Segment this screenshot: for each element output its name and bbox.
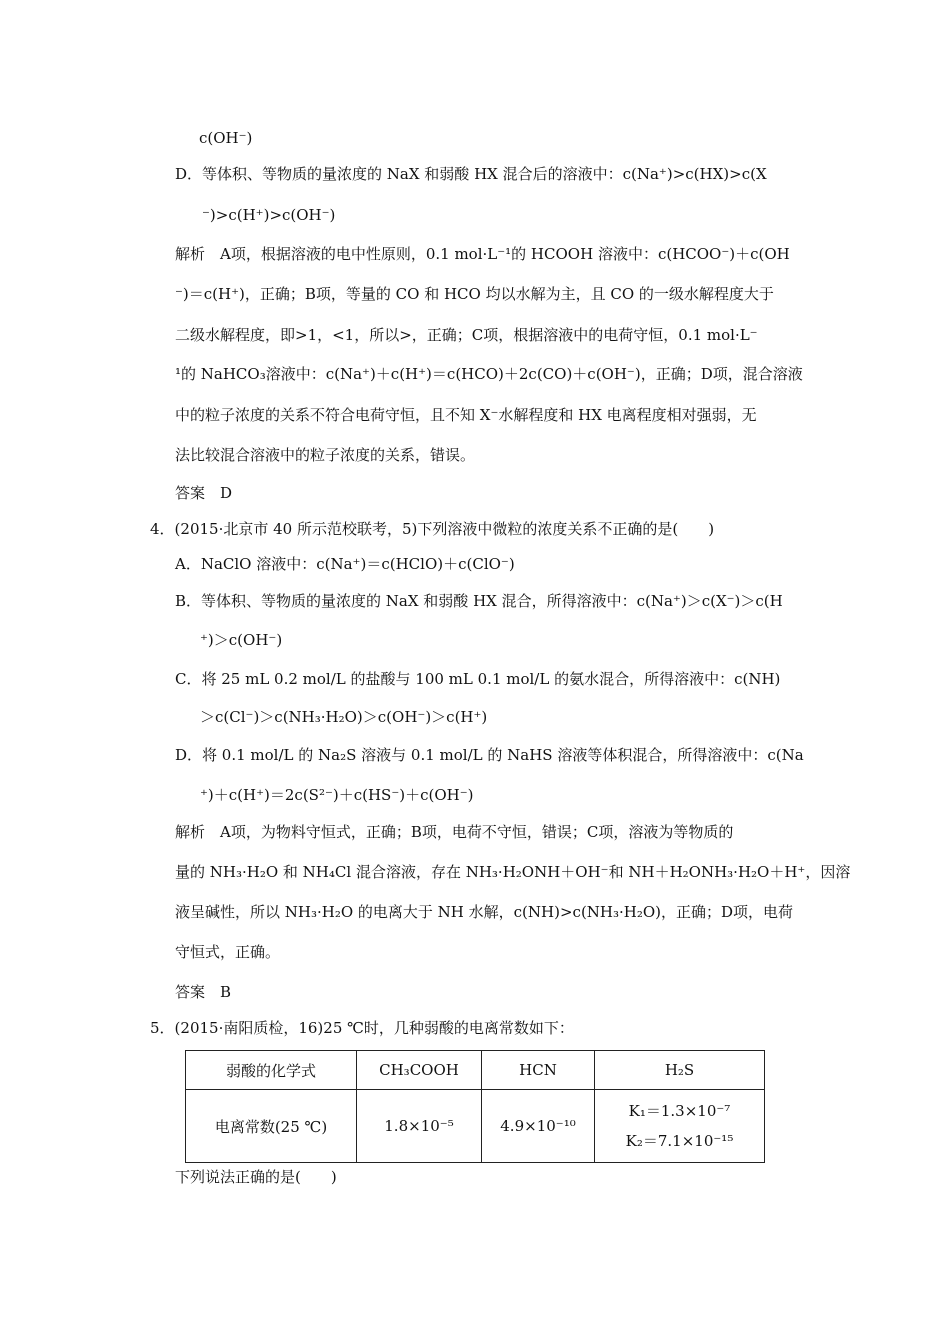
k2-value: K₂＝7.1×10⁻¹⁵ (625, 1132, 734, 1150)
analysis-line: 二级水解程度，即>1，<1，所以>，正确；C项，根据溶液中的电荷守恒，0.1 mol·L⁻ (175, 326, 758, 344)
text-line: ⁺)＋c(H⁺)＝2c(S²⁻)＋c(HS⁻)＋c(OH⁻) (200, 786, 474, 804)
analysis-line: ¹的 NaHCO₃溶液中：c(Na⁺)＋c(H⁺)＝c(HCO)＋2c(CO)＋c(OH⁻)，正确；D项，混合溶液 (175, 365, 803, 383)
answer-line: 答案 D (175, 484, 233, 502)
k1-value: K₁＝1.3×10⁻⁷ (628, 1102, 731, 1120)
answer-line: 答案 B (175, 983, 232, 1001)
text-line: 下列说法正确的是( ) (175, 1168, 337, 1186)
text-line: ⁻)>c(H⁺)>c(OH⁻) (202, 206, 336, 224)
table-cell: 4.9×10⁻¹⁰ (482, 1090, 595, 1163)
table-header-cell: HCN (482, 1051, 595, 1090)
option-b: B．等体积、等物质的量浓度的 NaX 和弱酸 HX 混合，所得溶液中：c(Na⁺)＞c(X⁻)＞c(H (175, 592, 783, 610)
option-c: C．将 25 mL 0.2 mol/L 的盐酸与 100 mL 0.1 mol/L 的氨水混合，所得溶液中：c(NH) (175, 670, 781, 688)
option-d: D．将 0.1 mol/L 的 Na₂S 溶液与 0.1 mol/L 的 NaHS 溶液等体积混合，所得溶液中：c(Na (175, 746, 804, 764)
table-header-row (186, 1051, 765, 1090)
ionization-constants-table (185, 1050, 765, 1163)
table-header-cell: H₂S (595, 1051, 765, 1090)
analysis-line: 法比较混合溶液中的粒子浓度的关系，错误。 (175, 446, 476, 464)
analysis-line: 量的 NH₃·H₂O 和 NH₄Cl 混合溶液，存在 NH₃·H₂ONH＋OH⁻和 NH＋H₂ONH₃·H₂O＋H⁺，因溶 (175, 863, 851, 881)
table-header-cell: 弱酸的化学式 (186, 1051, 357, 1090)
analysis-line: 中的粒子浓度的关系不符合电荷守恒，且不知 X⁻水解程度和 HX 电离程度相对强弱，无 (175, 406, 757, 424)
analysis-line: 解析 A项，根据溶液的电中性原则，0.1 mol·L⁻¹的 HCOOH 溶液中：c(HCOO⁻)＋c(OH (175, 245, 790, 263)
table-cell-label: 电离常数(25 ℃) (186, 1090, 357, 1163)
question-4: 4．(2015·北京市 40 所示范校联考，5)下列溶液中微粒的浓度关系不正确的是( ) (150, 520, 715, 538)
text-line: c(OH⁻) (199, 129, 253, 147)
analysis-line: 解析 A项，为物料守恒式，正确；B项，电荷不守恒，错误；C项，溶液为等物质的 (175, 823, 734, 841)
table-header-cell: CH₃COOH (357, 1051, 482, 1090)
analysis-line: ⁻)＝c(H⁺)，正确；B项，等量的 CO 和 HCO 均以水解为主，且 CO 的一级水解程度大于 (175, 285, 774, 303)
option-d: D．等体积、等物质的量浓度的 NaX 和弱酸 HX 混合后的溶液中：c(Na⁺)>c(HX)>c(X (175, 165, 767, 183)
text-line: ＞c(Cl⁻)＞c(NH₃·H₂O)＞c(OH⁻)＞c(H⁺) (200, 708, 488, 726)
question-5: 5．(2015·南阳质检，16)25 ℃时，几种弱酸的电离常数如下： (150, 1019, 574, 1037)
analysis-line: 液呈碱性，所以 NH₃·H₂O 的电离大于 NH 水解，c(NH)>c(NH₃·H₂O)，正确；D项，电荷 (175, 903, 794, 921)
table-row (186, 1090, 765, 1163)
text-line: ⁺)＞c(OH⁻) (200, 631, 283, 649)
option-a: A．NaClO 溶液中：c(Na⁺)＝c(HClO)＋c(ClO⁻) (175, 555, 515, 573)
analysis-line: 守恒式，正确。 (175, 943, 281, 961)
table-cell: 1.8×10⁻⁵ (357, 1090, 482, 1163)
table-cell (595, 1090, 765, 1163)
